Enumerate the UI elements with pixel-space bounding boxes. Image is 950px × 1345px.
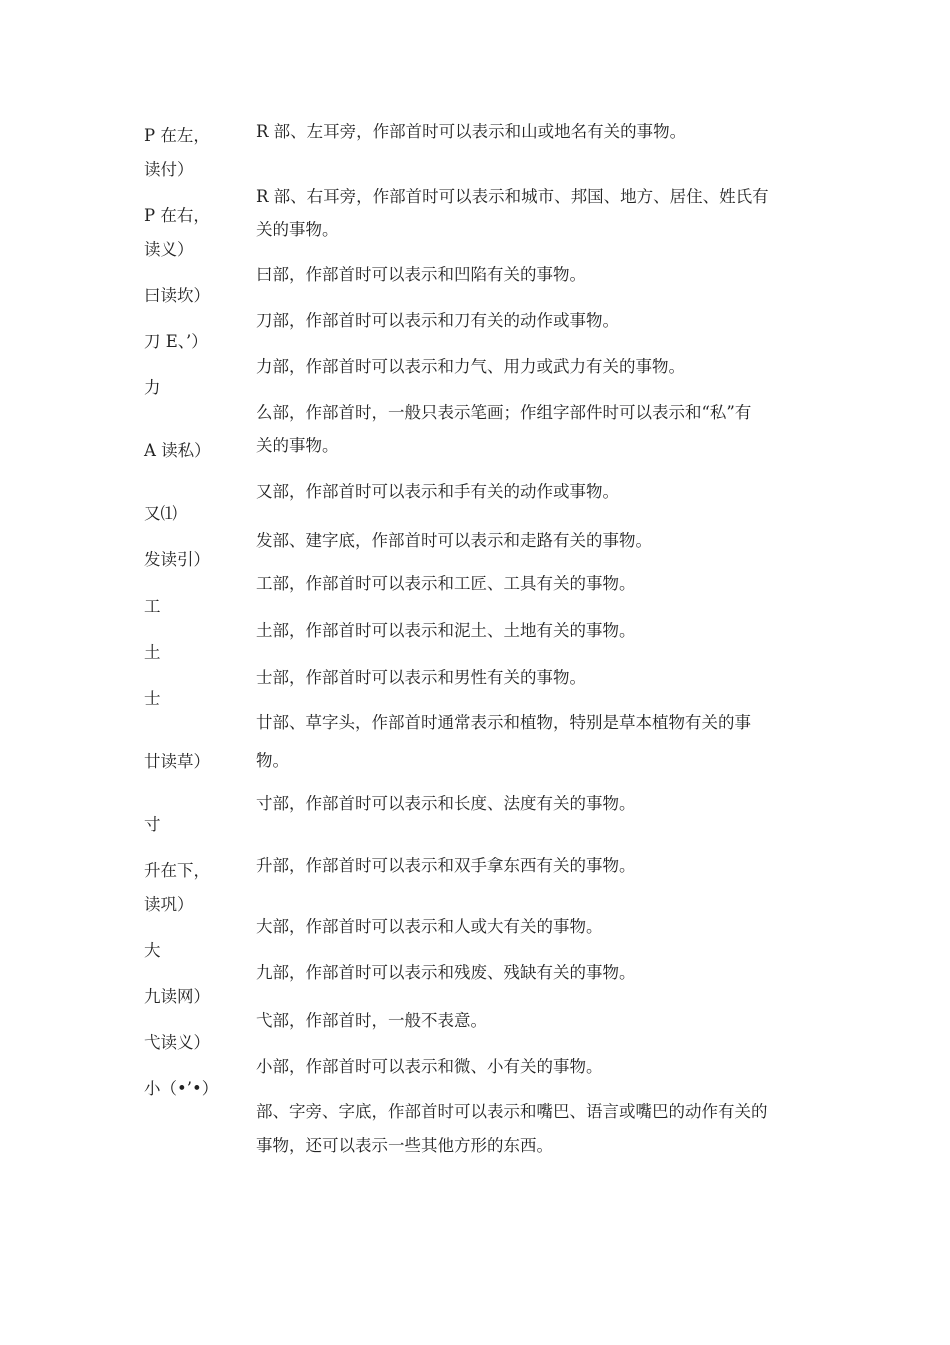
radical-description: 关的事物。 [256,220,339,239]
radical-label: P 在右， [144,206,210,225]
radical-label: 读巩） [144,895,194,914]
radical-label: 大 [144,941,161,960]
radical-label: P 在左， [144,126,210,145]
radical-description: 弋部，作部首时，一般不表意。 [256,1011,487,1030]
radical-description: 小部，作部首时可以表示和微、小有关的事物。 [256,1057,603,1076]
radical-label: 小（•’•） [144,1079,219,1098]
radical-label: 弋读义） [144,1033,210,1052]
radical-description: 九部，作部首时可以表示和残废、残缺有关的事物。 [256,963,636,982]
radical-description: R 部、左耳旁，作部首时可以表示和山或地名有关的事物。 [256,122,687,141]
radical-label: 曰读坎） [144,286,210,305]
radical-description: 又部，作部首时可以表示和手有关的动作或事物。 [256,482,619,501]
radical-description: 发部、建字底，作部首时可以表示和走路有关的事物。 [256,531,652,550]
radical-label: 发读引） [144,550,210,569]
radical-description: 曰部，作部首时可以表示和凹陷有关的事物。 [256,265,586,284]
radical-description: 廿部、草字头，作部首时通常表示和植物，特别是草本植物有关的事 [256,713,751,732]
radical-label: 升在下， [144,861,210,880]
radical-description: 寸部，作部首时可以表示和长度、法度有关的事物。 [256,794,636,813]
radical-description: 物。 [256,751,289,770]
radical-label: 廿读草） [144,752,210,771]
radical-description: 部、字旁、字底，作部首时可以表示和嘴巴、语言或嘴巴的动作有关的 [256,1102,768,1121]
radical-label: 土 [144,643,161,662]
radical-description: 刀部，作部首时可以表示和刀有关的动作或事物。 [256,311,619,330]
radical-label: 刀 E、’） [144,332,208,351]
radical-description: R 部、右耳旁，作部首时可以表示和城市、邦国、地方、居住、姓氏有 [256,187,769,206]
radical-label: 九读网） [144,987,210,1006]
radical-label: 工 [144,597,161,616]
radical-label: 又⑴ [144,504,177,523]
radical-description: 事物，还可以表示一些其他方形的东西。 [256,1136,553,1155]
radical-description: 力部，作部首时可以表示和力气、用力或武力有关的事物。 [256,357,685,376]
radical-label: 读义） [144,240,194,259]
radical-description: 大部，作部首时可以表示和人或大有关的事物。 [256,917,603,936]
radical-description: 升部，作部首时可以表示和双手拿东西有关的事物。 [256,856,636,875]
radical-label: A 读私） [144,441,211,460]
radical-description: 工部，作部首时可以表示和工匠、工具有关的事物。 [256,574,636,593]
radical-description: 土部，作部首时可以表示和泥土、土地有关的事物。 [256,621,636,640]
radical-label: 读付） [144,160,194,179]
radical-description: 关的事物。 [256,436,339,455]
radical-label: 寸 [144,815,161,834]
radical-description: 士部，作部首时可以表示和男性有关的事物。 [256,668,586,687]
radical-label: 力 [144,378,161,397]
radical-description: 么部，作部首时，一般只表示笔画；作组字部件时可以表示和“私”有 [256,403,752,422]
radical-label: 士 [144,689,161,708]
